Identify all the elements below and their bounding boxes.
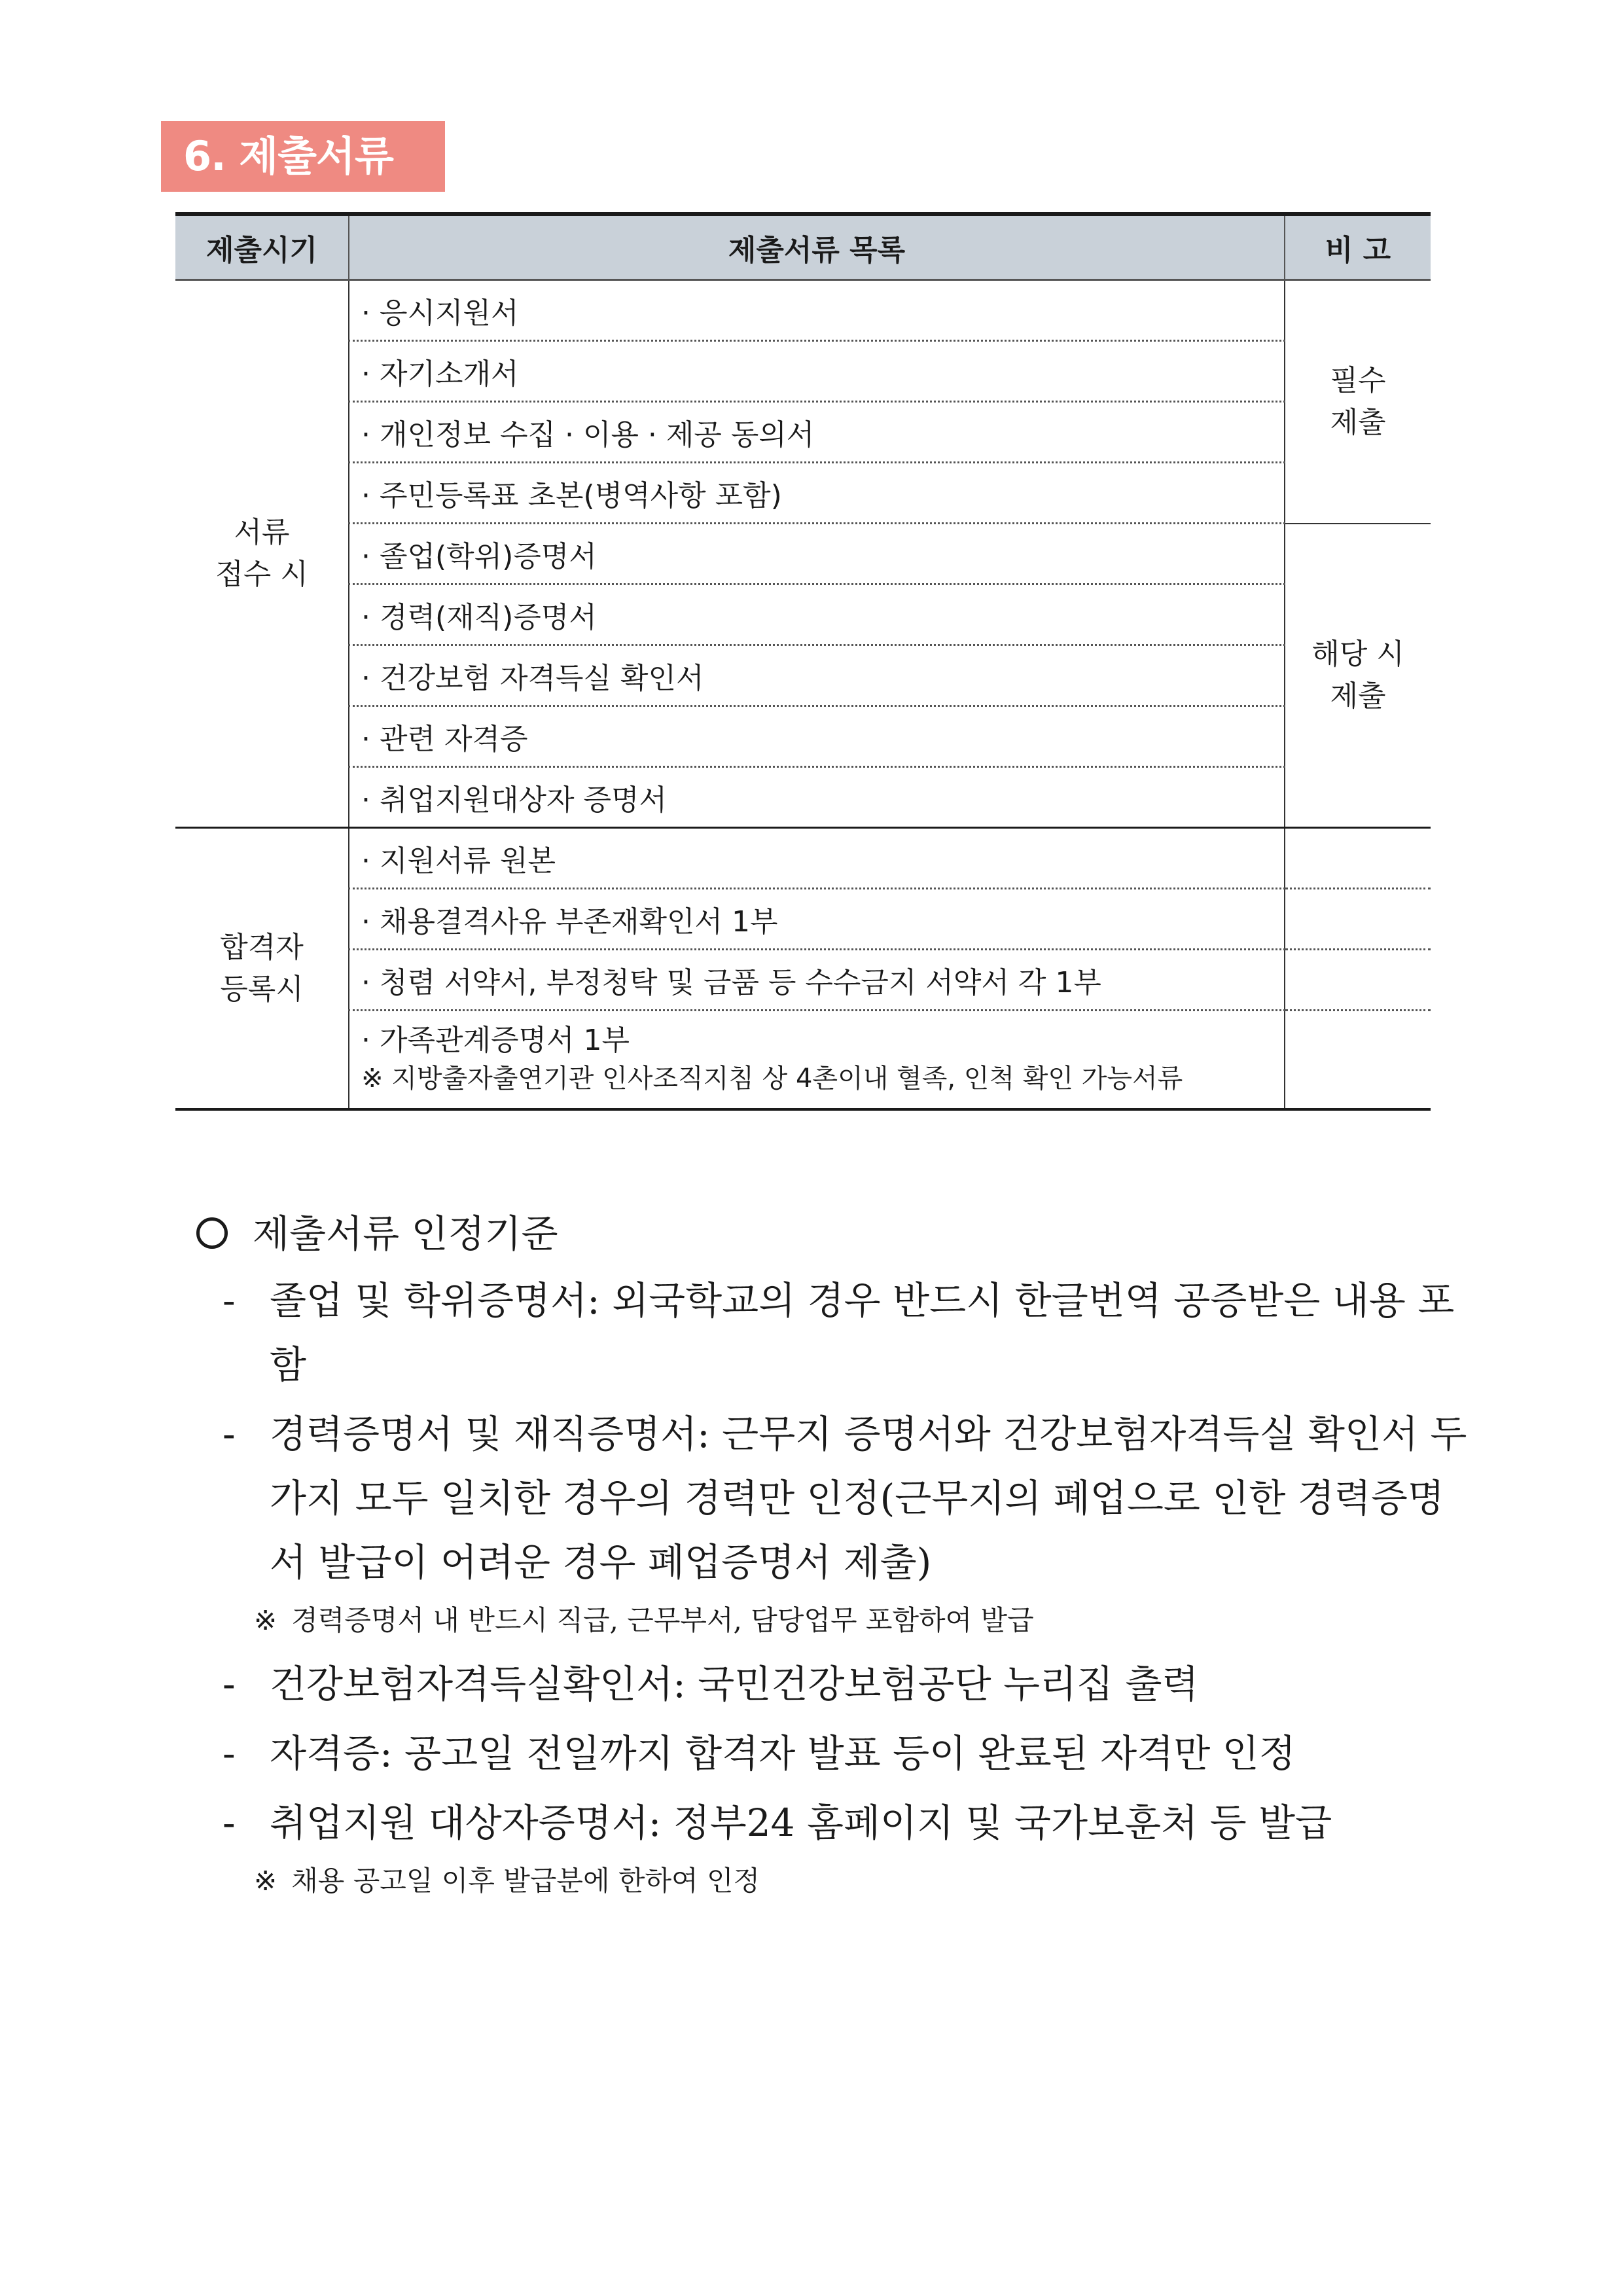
criteria-note	[196, 1594, 1479, 1647]
submission-time-line: 서류	[234, 516, 290, 549]
table-row	[175, 889, 1431, 950]
table-row	[175, 463, 1431, 524]
section-title: 6. 제출서류	[161, 121, 445, 192]
table-row	[175, 950, 1431, 1011]
document-item: · 청렴 서약서, 부정청탁 및 금품 등 수수금지 서약서 각 1부	[349, 950, 1285, 1011]
table-row	[175, 1011, 1431, 1110]
document-item: · 졸업(학위)증명서	[349, 524, 1285, 584]
document-item: · 주민등록표 초본(병역사항 포함)	[349, 463, 1285, 524]
remark-cell	[1285, 889, 1431, 950]
remark-cell	[1285, 280, 1431, 524]
criteria-item-text: 건강보험자격득실확인서: 국민건강보험공단 누리집 출력	[270, 1662, 1199, 1706]
submission-documents-table	[175, 212, 1431, 1111]
remark-cell	[1285, 828, 1431, 889]
criteria-note-text: 채용 공고일 이후 발급분에 한하여 인정	[291, 1865, 760, 1897]
document-item: · 건강보험 자격득실 확인서	[349, 645, 1285, 706]
submission-time-line: 접수 시	[215, 558, 308, 591]
dash-bullet: -	[223, 1731, 236, 1776]
document-item: · 응시지원서	[349, 280, 1285, 341]
table-row	[175, 524, 1431, 584]
acceptance-criteria	[196, 1204, 1479, 1907]
table-row	[175, 706, 1431, 767]
table-row	[175, 828, 1431, 889]
table-row	[175, 645, 1431, 706]
dash-bullet: -	[223, 1278, 236, 1323]
criteria-item	[196, 1268, 1479, 1397]
document-item: · 자기소개서	[349, 341, 1285, 402]
criteria-item	[196, 1652, 1479, 1716]
dash-bullet: -	[223, 1412, 236, 1456]
document-item: · 지원서류 원본	[349, 828, 1285, 889]
criteria-heading	[196, 1204, 1479, 1263]
criteria-title: 제출서류 인정기준	[253, 1211, 558, 1256]
remark-line: 해당 시	[1311, 637, 1404, 671]
remark-line: 필수	[1330, 363, 1386, 397]
document-item-with-note	[349, 1011, 1285, 1110]
header-submission-time: 제출시기	[175, 214, 349, 280]
document-item: · 개인정보 수집 · 이용 · 제공 동의서	[349, 402, 1285, 463]
document-item-note: ※ 지방출자출연기관 인사조직지침 상 4촌이내 혈족, 인척 확인 가능서류	[361, 1064, 1183, 1094]
reference-mark: ※	[254, 1604, 277, 1636]
document-item: · 경력(재직)증명서	[349, 584, 1285, 645]
header-remarks: 비 고	[1285, 214, 1431, 280]
remark-line: 제출	[1330, 679, 1386, 713]
dash-bullet: -	[223, 1662, 236, 1706]
criteria-note-text: 경력증명서 내 반드시 직급, 근무부서, 담당업무 포함하여 발급	[291, 1604, 1034, 1636]
document-item: · 취업지원대상자 증명서	[349, 767, 1285, 828]
table-row	[175, 280, 1431, 341]
criteria-item-text: 자격증: 공고일 전일까지 합격자 발표 등이 완료된 자격만 인정	[270, 1731, 1296, 1776]
table-row	[175, 767, 1431, 828]
criteria-item	[196, 1402, 1479, 1594]
remark-cell	[1285, 1011, 1431, 1110]
table-header-row	[175, 214, 1431, 280]
criteria-item	[196, 1791, 1479, 1855]
submission-time-cell	[175, 828, 349, 1110]
dash-bullet: -	[223, 1801, 236, 1845]
criteria-note	[196, 1855, 1479, 1907]
remark-cell	[1285, 524, 1431, 828]
remark-line: 제출	[1330, 405, 1386, 439]
table-row	[175, 584, 1431, 645]
criteria-item	[196, 1721, 1479, 1785]
criteria-item-text: 졸업 및 학위증명서: 외국학교의 경우 반드시 한글번역 공증받은 내용 포함	[270, 1278, 1455, 1387]
submission-time-line: 등록시	[220, 972, 304, 1006]
circle-bullet-icon	[196, 1217, 228, 1249]
header-document-list: 제출서류 목록	[349, 214, 1285, 280]
submission-time-line: 합격자	[220, 930, 304, 964]
table-row	[175, 341, 1431, 402]
table-row	[175, 402, 1431, 463]
criteria-item-text: 취업지원 대상자증명서: 정부24 홈페이지 및 국가보훈처 등 발급	[270, 1801, 1332, 1845]
document-item: · 관련 자격증	[349, 706, 1285, 767]
document-item: · 채용결격사유 부존재확인서 1부	[349, 889, 1285, 950]
submission-time-cell	[175, 280, 349, 828]
remark-cell	[1285, 950, 1431, 1011]
document-item: · 가족관계증명서 1부	[361, 1024, 630, 1057]
reference-mark: ※	[254, 1865, 277, 1897]
criteria-item-text: 경력증명서 및 재직증명서: 근무지 증명서와 건강보험자격득실 확인서 두 가지 모두 일치한 경우의 경력만 인정(근무지의 폐업으로 인한 경력증명서 발급이 어려운 경우 폐업증명서 제출)	[270, 1412, 1467, 1585]
